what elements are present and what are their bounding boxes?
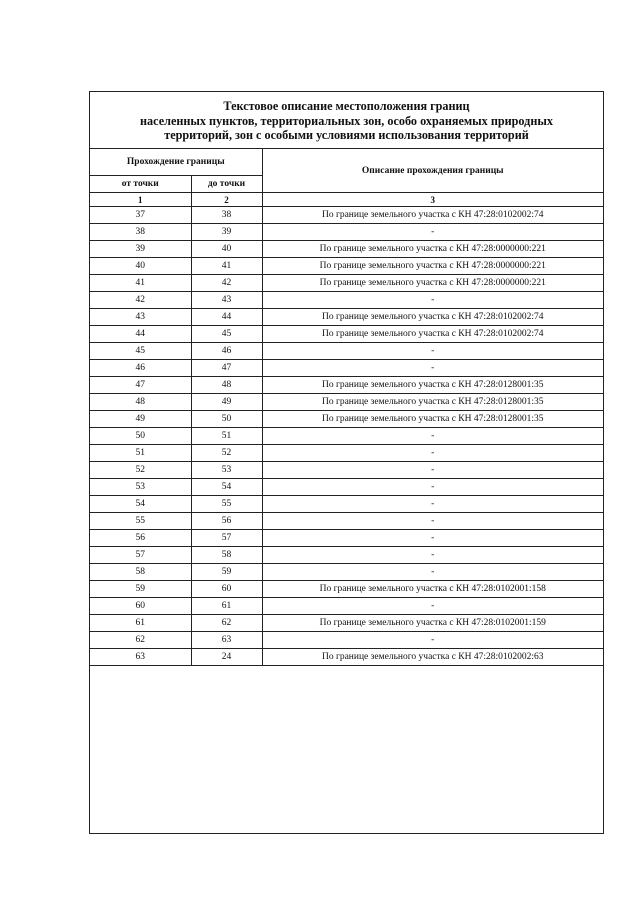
cell-from-point: 49 [90, 411, 191, 428]
cell-description: По границе земельного участка с КН 47:28:0102002:74 [262, 207, 603, 224]
cell-description: - [262, 513, 603, 530]
cell-to-point: 41 [191, 258, 262, 275]
table-row [90, 292, 603, 309]
cell-from-point: 43 [90, 309, 191, 326]
cell-description: - [262, 564, 603, 581]
cell-description: По границе земельного участка с КН 47:28:0128001:35 [262, 394, 603, 411]
table-header [90, 149, 603, 207]
table-row [90, 343, 603, 360]
table-row [90, 326, 603, 343]
table-row [90, 241, 603, 258]
header-description: Описание прохождения границы [262, 149, 603, 193]
table-row [90, 309, 603, 326]
header-to-point: до точки [191, 176, 262, 193]
cell-to-point: 44 [191, 309, 262, 326]
cell-description: - [262, 462, 603, 479]
table-row [90, 377, 603, 394]
document-frame [89, 91, 604, 834]
table-row [90, 360, 603, 377]
cell-from-point: 62 [90, 632, 191, 649]
cell-description: По границе земельного участка с КН 47:28:0102002:63 [262, 649, 603, 666]
table-row [90, 598, 603, 615]
table-row [90, 496, 603, 513]
cell-to-point: 59 [191, 564, 262, 581]
cell-to-point: 54 [191, 479, 262, 496]
table-row [90, 275, 603, 292]
title-line-3: территорий, зон с особыми условиями использования территорий [164, 128, 529, 142]
cell-from-point: 63 [90, 649, 191, 666]
cell-to-point: 24 [191, 649, 262, 666]
column-number-3: 3 [262, 193, 603, 207]
cell-description: По границе земельного участка с КН 47:28:0102001:159 [262, 615, 603, 632]
cell-to-point: 60 [191, 581, 262, 598]
cell-description: - [262, 445, 603, 462]
cell-to-point: 45 [191, 326, 262, 343]
column-number-1: 1 [90, 193, 191, 207]
cell-to-point: 50 [191, 411, 262, 428]
cell-description: - [262, 428, 603, 445]
cell-from-point: 57 [90, 547, 191, 564]
cell-to-point: 46 [191, 343, 262, 360]
table-row [90, 513, 603, 530]
table-row [90, 581, 603, 598]
cell-description: - [262, 224, 603, 241]
cell-description: - [262, 547, 603, 564]
table-row [90, 564, 603, 581]
cell-from-point: 53 [90, 479, 191, 496]
cell-description: - [262, 598, 603, 615]
cell-from-point: 52 [90, 462, 191, 479]
cell-to-point: 38 [191, 207, 262, 224]
table-row [90, 394, 603, 411]
title-line-2: населенных пунктов, территориальных зон, особо охраняемых природных [140, 113, 553, 128]
cell-from-point: 54 [90, 496, 191, 513]
cell-description: - [262, 292, 603, 309]
cell-from-point: 58 [90, 564, 191, 581]
table-row [90, 224, 603, 241]
cell-from-point: 56 [90, 530, 191, 547]
cell-description: - [262, 360, 603, 377]
cell-from-point: 45 [90, 343, 191, 360]
cell-to-point: 42 [191, 275, 262, 292]
cell-from-point: 59 [90, 581, 191, 598]
cell-description: По границе земельного участка с КН 47:28:0000000:221 [262, 241, 603, 258]
cell-description: - [262, 530, 603, 547]
cell-from-point: 44 [90, 326, 191, 343]
cell-from-point: 40 [90, 258, 191, 275]
cell-description: По границе земельного участка с КН 47:28:0128001:35 [262, 411, 603, 428]
table-row [90, 411, 603, 428]
cell-description: По границе земельного участка с КН 47:28:0000000:221 [262, 258, 603, 275]
cell-to-point: 48 [191, 377, 262, 394]
cell-to-point: 47 [191, 360, 262, 377]
cell-from-point: 50 [90, 428, 191, 445]
cell-to-point: 58 [191, 547, 262, 564]
cell-description: По границе земельного участка с КН 47:28:0102002:74 [262, 309, 603, 326]
cell-from-point: 47 [90, 377, 191, 394]
cell-to-point: 56 [191, 513, 262, 530]
cell-from-point: 55 [90, 513, 191, 530]
cell-from-point: 61 [90, 615, 191, 632]
table-row [90, 632, 603, 649]
header-boundary-passage: Прохождение границы [90, 149, 262, 176]
table-row [90, 428, 603, 445]
cell-to-point: 52 [191, 445, 262, 462]
table-row [90, 547, 603, 564]
table-row [90, 462, 603, 479]
cell-from-point: 37 [90, 207, 191, 224]
column-number-2: 2 [191, 193, 262, 207]
cell-from-point: 41 [90, 275, 191, 292]
header-from-point: от точки [90, 176, 191, 193]
cell-description: По границе земельного участка с КН 47:28:0000000:221 [262, 275, 603, 292]
table-row [90, 615, 603, 632]
cell-description: - [262, 496, 603, 513]
cell-to-point: 39 [191, 224, 262, 241]
cell-description: По границе земельного участка с КН 47:28:0102002:74 [262, 326, 603, 343]
table-row [90, 530, 603, 547]
cell-from-point: 51 [90, 445, 191, 462]
cell-description: - [262, 343, 603, 360]
table-row [90, 207, 603, 224]
cell-to-point: 40 [191, 241, 262, 258]
boundary-table [90, 149, 603, 666]
table-row [90, 649, 603, 666]
cell-from-point: 38 [90, 224, 191, 241]
cell-description: - [262, 632, 603, 649]
cell-to-point: 62 [191, 615, 262, 632]
cell-to-point: 53 [191, 462, 262, 479]
table-row [90, 258, 603, 275]
table-body [90, 207, 603, 666]
table-row [90, 479, 603, 496]
cell-to-point: 51 [191, 428, 262, 445]
title-line-1: Текстовое описание местоположения границ [223, 99, 470, 113]
cell-description: - [262, 479, 603, 496]
cell-from-point: 42 [90, 292, 191, 309]
cell-to-point: 61 [191, 598, 262, 615]
document-title [90, 92, 603, 149]
table-row [90, 445, 603, 462]
cell-to-point: 57 [191, 530, 262, 547]
cell-description: По границе земельного участка с КН 47:28:0128001:35 [262, 377, 603, 394]
cell-from-point: 39 [90, 241, 191, 258]
cell-from-point: 48 [90, 394, 191, 411]
cell-to-point: 49 [191, 394, 262, 411]
cell-to-point: 43 [191, 292, 262, 309]
cell-to-point: 55 [191, 496, 262, 513]
cell-from-point: 46 [90, 360, 191, 377]
cell-description: По границе земельного участка с КН 47:28:0102001:158 [262, 581, 603, 598]
cell-from-point: 60 [90, 598, 191, 615]
cell-to-point: 63 [191, 632, 262, 649]
